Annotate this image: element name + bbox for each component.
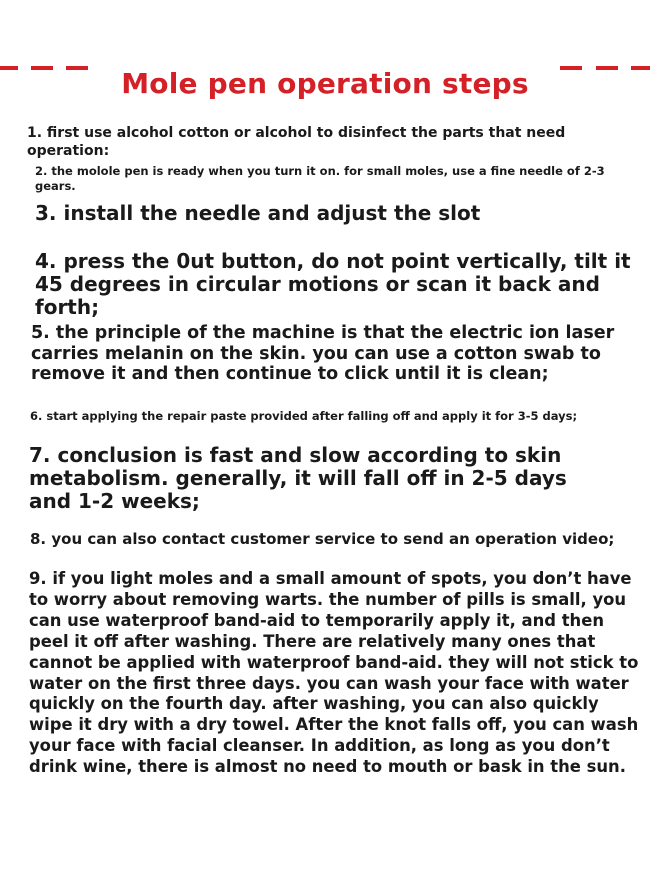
step-5: 5. the principle of the machine is that the electric ion laser carries melanin on the skin. you can use a cotton swab to remove it and then continue to click until it is clean; [31, 323, 615, 384]
header [0, 46, 650, 100]
right-dash-2 [596, 66, 618, 70]
step-8: 8. you can also contact customer service to send an operation video; [30, 530, 615, 548]
step-1: 1. first use alcohol cotton or alcohol to disinfect the parts that need operation: [27, 125, 566, 159]
step-9: 9. if you light moles and a small amount of spots, you don’t have to worry about removing warts. the number of pills is small, you can use waterproof band-aid to temporarily apply it, and then peel it off after washing. There are relatively many ones that cannot be applied with waterproof band-aid. they will not stick to water on the first three days. you can wash your face with water quickly on the fourth day. after washing, you can also quickly wipe it dry with a dry towel. After the knot falls off, you can wash your face with facial cleanser. In addition, as long as you don’t drink wine, there is almost no need to mouth or bask in the sun. [29, 569, 639, 777]
page-title: Mole pen operation steps [121, 66, 529, 100]
right-dash-3 [631, 66, 650, 70]
step-2: 2. the molole pen is ready when you turn it on. for small moles, use a fine needle of 2-3 gears. [35, 164, 605, 193]
step-3: 3. install the needle and adjust the slot [35, 201, 481, 225]
right-dash-1 [560, 66, 582, 70]
step-4: 4. press the 0ut button, do not point vertically, tilt it 45 degrees in circular motions or scan it back and forth; [35, 249, 631, 319]
step-6: 6. start applying the repair paste provided after falling off and apply it for 3-5 days; [30, 409, 578, 423]
step-7: 7. conclusion is fast and slow according to skin metabolism. generally, it will fall off in 2-5 days and 1-2 weeks; [29, 443, 567, 513]
